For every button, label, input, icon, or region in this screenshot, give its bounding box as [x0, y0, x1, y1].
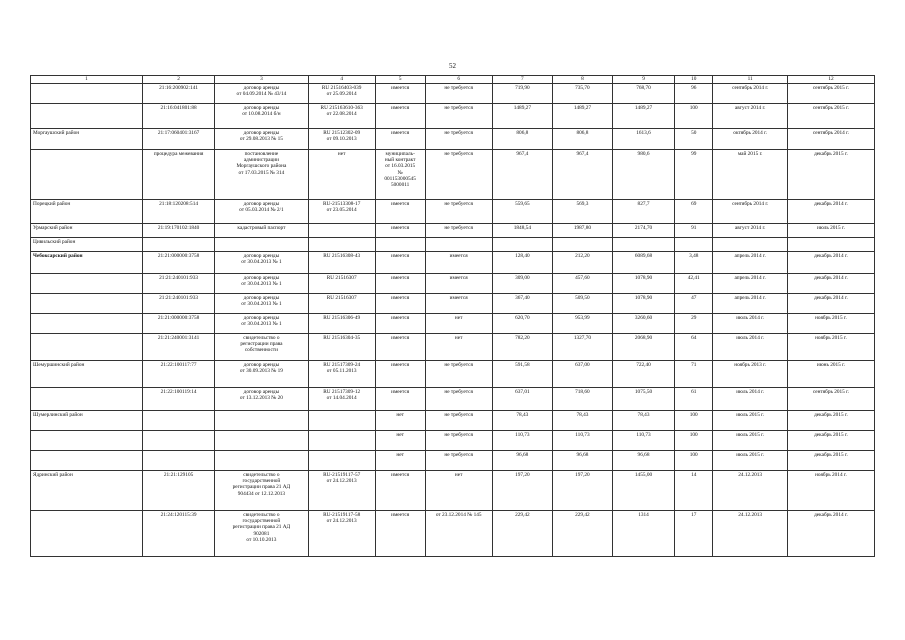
cell-state-expertise [425, 238, 492, 252]
cell-cost-total: 6089,68 [612, 252, 674, 274]
cell-cadastral-number: 21:21:240101:933 [142, 294, 214, 314]
cell-start-date: 24.12.2013 [713, 471, 788, 511]
cell-district: Цивильский район [31, 238, 143, 252]
cell-permit-number: RU 21517309-24 от 05.11.2013 [308, 361, 375, 388]
cell-state-expertise: не требуется [425, 104, 492, 129]
cell-state-expertise: от 23.12.2014 № 145 [425, 511, 492, 557]
cell-cost-contract: 1489,27 [552, 104, 612, 129]
cell-completion-date [787, 238, 874, 252]
cell-cost-estimate: 1489,27 [492, 104, 552, 129]
cell-readiness-percent: 47 [675, 294, 713, 314]
cell-district [31, 334, 143, 361]
cell-state-expertise: не требуется [425, 224, 492, 238]
cell-district [31, 150, 143, 200]
cell-start-date: июль 2015 г. [713, 431, 788, 451]
cell-start-date: 24.12.2013 [713, 511, 788, 557]
cell-permit-number: RU 21516304-35 [308, 334, 375, 361]
cell-readiness-percent: 14 [675, 471, 713, 511]
cell-district [31, 388, 143, 411]
cell-readiness-percent: 29 [675, 314, 713, 334]
cell-state-expertise: не требуется [425, 431, 492, 451]
cell-cost-contract: 509,50 [552, 294, 612, 314]
table-row [31, 471, 875, 511]
cell-permit-number: RU 21516307 [308, 274, 375, 294]
cell-readiness-percent: 100 [675, 451, 713, 471]
table-row [31, 431, 875, 451]
cell-readiness-percent: 64 [675, 334, 713, 361]
cell-expertise [375, 238, 425, 252]
cell-cadastral-number: 21:22:100119:14 [142, 388, 214, 411]
cell-district: Чебоксарский район [31, 252, 143, 274]
cell-state-expertise: нет [425, 334, 492, 361]
cell-permit-number [308, 224, 375, 238]
cell-cost-estimate: 309,00 [492, 274, 552, 294]
cell-cost-estimate: 78,43 [492, 411, 552, 431]
cell-completion-date: сентябрь 2015 г. [787, 104, 874, 129]
cell-readiness-percent: 71 [675, 361, 713, 388]
column-number: 9 [612, 76, 674, 84]
cell-completion-date: сентябрь 2014 г. [787, 129, 874, 150]
cell-cost-contract: 735,70 [552, 84, 612, 104]
cell-cadastral-number [142, 451, 214, 471]
cell-permit-number: RU 215163610-363 от 22.08.2014 [308, 104, 375, 129]
cell-cadastral-number: 21:16:200902:141 [142, 84, 214, 104]
cell-land-document [215, 431, 308, 451]
cell-start-date: июль 2014 г. [713, 314, 788, 334]
table-row [31, 511, 875, 557]
cell-permit-number: RU 21512302-09 от 09.10.2013 [308, 129, 375, 150]
column-number: 8 [552, 76, 612, 84]
cell-expertise: имеется [375, 471, 425, 511]
cell-expertise: имеется [375, 129, 425, 150]
cell-land-document: договор аренды от 10.08.2014 б/н [215, 104, 308, 129]
cell-cost-estimate: 367,40 [492, 294, 552, 314]
cell-cadastral-number: 21:21:240101:933 [142, 274, 214, 294]
page-number: 52 [449, 62, 456, 70]
cell-cost-total: 768,70 [612, 84, 674, 104]
cell-cost-total: 1455,00 [612, 471, 674, 511]
cell-district: Ядринский район [31, 471, 143, 511]
cell-land-document [215, 238, 308, 252]
table-row [31, 334, 875, 361]
cell-cost-contract: 953,99 [552, 314, 612, 334]
cell-cost-estimate: 128,40 [492, 252, 552, 274]
cell-cost-total: 722,40 [612, 361, 674, 388]
cell-district [31, 314, 143, 334]
cell-cost-contract: 637,00 [552, 361, 612, 388]
cell-cost-estimate: 1848,54 [492, 224, 552, 238]
cell-completion-date: декабрь 2014 г. [787, 252, 874, 274]
column-number-row [31, 76, 875, 84]
cell-expertise: нет [375, 431, 425, 451]
cell-start-date [713, 238, 788, 252]
cell-expertise: имеется [375, 511, 425, 557]
cell-cost-estimate [492, 238, 552, 252]
cell-cost-total: 96,68 [612, 451, 674, 471]
cell-cadastral-number: 21:21:000000:3758 [142, 252, 214, 274]
cell-district [31, 84, 143, 104]
cell-land-document: договор аренды от 30.04.2013 № 1 [215, 294, 308, 314]
cell-cadastral-number: 21:16:041801:88 [142, 104, 214, 129]
cell-completion-date: декабрь 2015 г. [787, 411, 874, 431]
cell-district [31, 511, 143, 557]
cell-cost-total: 3260,60 [612, 314, 674, 334]
cell-readiness-percent: 50 [675, 129, 713, 150]
cell-completion-date: декабрь 2014 г. [787, 200, 874, 224]
cell-completion-date: декабрь 2015 г. [787, 431, 874, 451]
cell-cost-contract: 806,8 [552, 129, 612, 150]
cell-permit-number: RU 21516307 [308, 294, 375, 314]
cell-cadastral-number: 21:21:240001:3141 [142, 334, 214, 361]
cell-cost-total: 1075,50 [612, 388, 674, 411]
cell-start-date: август 2014 г. [713, 104, 788, 129]
cell-land-document: договор аренды от 30.04.2013 № 1 [215, 252, 308, 274]
cell-completion-date: ноябрь 2015 г. [787, 314, 874, 334]
cell-cadastral-number: 21:18:120208:514 [142, 200, 214, 224]
column-number: 4 [308, 76, 375, 84]
cell-state-expertise: имеется [425, 252, 492, 274]
cell-district: Моргаушский район [31, 129, 143, 150]
cell-land-document: договор аренды от 13.12.2013 № 20 [215, 388, 308, 411]
cell-permit-number: RU 21516306-49 [308, 314, 375, 334]
cell-readiness-percent: 61 [675, 388, 713, 411]
cell-cost-contract: 78,43 [552, 411, 612, 431]
cell-readiness-percent [675, 238, 713, 252]
column-number: 2 [142, 76, 214, 84]
cell-cost-estimate: 719,90 [492, 84, 552, 104]
cell-cadastral-number: 21:21:129105 [142, 471, 214, 511]
cell-expertise: имеется [375, 84, 425, 104]
column-number: 12 [787, 76, 874, 84]
cell-expertise: имеется [375, 314, 425, 334]
cell-readiness-percent: 100 [675, 431, 713, 451]
cell-readiness-percent: 3,48 [675, 252, 713, 274]
cell-readiness-percent: 100 [675, 411, 713, 431]
cell-land-document: договор аренды от 05.03.2014 № 2/1 [215, 200, 308, 224]
cell-land-document: договор аренды от 30.04.2013 № 1 [215, 314, 308, 334]
cell-district: Урмарский район [31, 224, 143, 238]
cell-cost-total: 1078,90 [612, 294, 674, 314]
cell-permit-number: RU 21517309-12 от 14.04.2014 [308, 388, 375, 411]
cell-cost-contract: 212,20 [552, 252, 612, 274]
cell-cadastral-number: 21:21:000000:3758 [142, 314, 214, 334]
cell-start-date: сентябрь 2014 г. [713, 200, 788, 224]
cell-permit-number: RU-21519117-58 от 24.12.2013 [308, 511, 375, 557]
column-number: 11 [713, 76, 788, 84]
cell-cadastral-number: 21:17:060401:3167 [142, 129, 214, 150]
cell-completion-date: сентябрь 2015 г. [787, 84, 874, 104]
cell-cost-total: 1613,6 [612, 129, 674, 150]
cell-start-date: июль 2014 г. [713, 334, 788, 361]
table-row [31, 451, 875, 471]
cell-start-date: август 2014 г. [713, 224, 788, 238]
cell-permit-number [308, 451, 375, 471]
cell-start-date: июль 2015 г. [713, 411, 788, 431]
cell-cost-contract: 110,73 [552, 431, 612, 451]
cell-completion-date: июнь 2015 г. [787, 361, 874, 388]
cell-land-document [215, 451, 308, 471]
cell-district [31, 451, 143, 471]
table-row [31, 129, 875, 150]
cell-cost-estimate: 591,58 [492, 361, 552, 388]
table-row [31, 200, 875, 224]
cell-cost-total: 1314 [612, 511, 674, 557]
cell-state-expertise: не требуется [425, 411, 492, 431]
cell-cost-contract: 197,20 [552, 471, 612, 511]
cell-state-expertise: нет [425, 471, 492, 511]
table-row [31, 411, 875, 431]
cell-district: Шумерлинский район [31, 411, 143, 431]
cell-cost-estimate: 637,01 [492, 388, 552, 411]
cell-cadastral-number [142, 431, 214, 451]
cell-state-expertise: не требуется [425, 361, 492, 388]
cell-start-date: сентябрь 2014 г. [713, 84, 788, 104]
cell-land-document: договор аренды от 04.09.2014 № 43/14 [215, 84, 308, 104]
cell-cadastral-number: 21:24:120115:39 [142, 511, 214, 557]
cell-land-document: свидетельство о государственной регистрации права 21 АД 904434 от 12.12.2013 [215, 471, 308, 511]
cell-state-expertise: не требуется [425, 388, 492, 411]
cell-cost-estimate: 197,20 [492, 471, 552, 511]
cell-readiness-percent: 100 [675, 104, 713, 129]
table-row [31, 238, 875, 252]
cell-cost-contract: 1987,80 [552, 224, 612, 238]
cell-cost-total: 980,6 [612, 150, 674, 200]
cell-land-document: свидетельство о государственной регистрации права 21 АД 902081 от 10.10.2013 [215, 511, 308, 557]
cell-cost-estimate: 96,68 [492, 451, 552, 471]
cell-cost-estimate: 229,42 [492, 511, 552, 557]
cell-permit-number [308, 238, 375, 252]
column-number: 10 [675, 76, 713, 84]
cell-district [31, 431, 143, 451]
cell-land-document: договор аренды от 30.09.2013 № 19 [215, 361, 308, 388]
column-number: 1 [31, 76, 143, 84]
cell-cadastral-number [142, 238, 214, 252]
cell-cadastral-number: процедура межевания [142, 150, 214, 200]
cell-completion-date: сентябрь 2015 г. [787, 388, 874, 411]
cell-start-date: апрель 2014 г. [713, 294, 788, 314]
table-row [31, 150, 875, 200]
cell-cost-total: 110,73 [612, 431, 674, 451]
table-row [31, 294, 875, 314]
cell-land-document: свидетельство о регистрации права собственности [215, 334, 308, 361]
cell-start-date: май 2015 г. [713, 150, 788, 200]
cell-start-date: апрель 2014 г. [713, 274, 788, 294]
cell-expertise: имеется [375, 334, 425, 361]
cell-completion-date: декабрь 2015 г. [787, 150, 874, 200]
cell-permit-number [308, 411, 375, 431]
cell-state-expertise: не требуется [425, 129, 492, 150]
cell-cost-total: 78,43 [612, 411, 674, 431]
cell-completion-date: декабрь 2014 г. [787, 294, 874, 314]
table-row [31, 388, 875, 411]
column-number: 7 [492, 76, 552, 84]
cell-district [31, 274, 143, 294]
cell-expertise: имеется [375, 224, 425, 238]
cell-readiness-percent: 96 [675, 84, 713, 104]
cell-expertise: имеется [375, 294, 425, 314]
cell-land-document: постановление администрации Моргаушского района от 17.03.2015 № 314 [215, 150, 308, 200]
cell-cost-total: 1078,90 [612, 274, 674, 294]
column-number: 5 [375, 76, 425, 84]
cell-cost-estimate: 559,65 [492, 200, 552, 224]
table-row [31, 104, 875, 129]
cell-cost-contract: 457,60 [552, 274, 612, 294]
cell-land-document: кадастровый паспорт [215, 224, 308, 238]
cell-start-date: ноябрь 2013 г. [713, 361, 788, 388]
cell-state-expertise: нет [425, 314, 492, 334]
cell-state-expertise: не требуется [425, 150, 492, 200]
cell-start-date: октябрь 2014 г. [713, 129, 788, 150]
cell-cost-total: 1489,27 [612, 104, 674, 129]
cell-state-expertise: имеется [425, 294, 492, 314]
cell-start-date: июль 2014 г. [713, 388, 788, 411]
column-number: 3 [215, 76, 308, 84]
table-row [31, 84, 875, 104]
table-row [31, 361, 875, 388]
cell-cost-contract: 229,42 [552, 511, 612, 557]
cell-land-document [215, 411, 308, 431]
cell-permit-number: RU-21519117-57 от 24.12.2013 [308, 471, 375, 511]
cell-cadastral-number: 21:22:100117:77 [142, 361, 214, 388]
cell-permit-number: RU 21516308-43 [308, 252, 375, 274]
cell-readiness-percent: 99 [675, 150, 713, 200]
cell-cost-estimate: 110,73 [492, 431, 552, 451]
cell-district: Порецкий район [31, 200, 143, 224]
cell-cost-total [612, 238, 674, 252]
cell-readiness-percent: 17 [675, 511, 713, 557]
cell-completion-date: декабрь 2015 г. [787, 451, 874, 471]
cell-completion-date: ноябрь 2015 г. [787, 334, 874, 361]
cell-district [31, 294, 143, 314]
cell-expertise: имеется [375, 200, 425, 224]
cell-expertise: нет [375, 451, 425, 471]
cell-completion-date: ноябрь 2014 г. [787, 471, 874, 511]
cell-land-document: договор аренды от 30.04.2013 № 1 [215, 274, 308, 294]
cell-state-expertise: имеется [425, 274, 492, 294]
cell-expertise: муниципаль- ный контракт от 16.03.2015 № 001153000545 5000011 [375, 150, 425, 200]
cell-completion-date: декабрь 2014 г. [787, 511, 874, 557]
cell-permit-number: RU 21516403-039 от 25.09.2014 [308, 84, 375, 104]
cell-cost-estimate: 806,8 [492, 129, 552, 150]
cell-cost-contract: 569,3 [552, 200, 612, 224]
cell-district [31, 104, 143, 129]
cell-state-expertise: не требуется [425, 84, 492, 104]
cell-expertise: нет [375, 411, 425, 431]
cell-expertise: имеется [375, 104, 425, 129]
cell-cost-estimate: 967,4 [492, 150, 552, 200]
cell-land-document: договор аренды от 29.08.2013 № 15 [215, 129, 308, 150]
cell-expertise: имеется [375, 361, 425, 388]
cell-cost-contract [552, 238, 612, 252]
cell-cost-estimate: 782,20 [492, 334, 552, 361]
cell-cadastral-number [142, 411, 214, 431]
cell-start-date: апрель 2014 г. [713, 252, 788, 274]
cell-expertise: имеется [375, 388, 425, 411]
cell-cost-estimate: 620,70 [492, 314, 552, 334]
cell-cost-contract: 1327,70 [552, 334, 612, 361]
cell-expertise: имеется [375, 274, 425, 294]
cell-state-expertise: не требуется [425, 451, 492, 471]
table-row [31, 314, 875, 334]
cell-permit-number: нет [308, 150, 375, 200]
cell-cost-total: 2068,90 [612, 334, 674, 361]
cell-completion-date: декабрь 2014 г. [787, 274, 874, 294]
cell-permit-number [308, 431, 375, 451]
cell-permit-number: RU-21513308-17 от 23.05.2014 [308, 200, 375, 224]
cell-start-date: июль 2015 г. [713, 451, 788, 471]
cell-cost-contract: 718,60 [552, 388, 612, 411]
table-row [31, 274, 875, 294]
register-table [30, 75, 875, 557]
column-number: 6 [425, 76, 492, 84]
cell-expertise: имеется [375, 252, 425, 274]
cell-cadastral-number: 21:19:170102:1840 [142, 224, 214, 238]
cell-completion-date: июль 2015 г. [787, 224, 874, 238]
cell-district: Шемуршинский район [31, 361, 143, 388]
cell-cost-contract: 967,4 [552, 150, 612, 200]
cell-cost-total: 827,7 [612, 200, 674, 224]
cell-readiness-percent: 69 [675, 200, 713, 224]
table-row [31, 252, 875, 274]
cell-cost-total: 2174,70 [612, 224, 674, 238]
table-row [31, 224, 875, 238]
cell-cost-contract: 96,68 [552, 451, 612, 471]
cell-state-expertise: не требуется [425, 200, 492, 224]
cell-readiness-percent: 42,41 [675, 274, 713, 294]
cell-readiness-percent: 91 [675, 224, 713, 238]
